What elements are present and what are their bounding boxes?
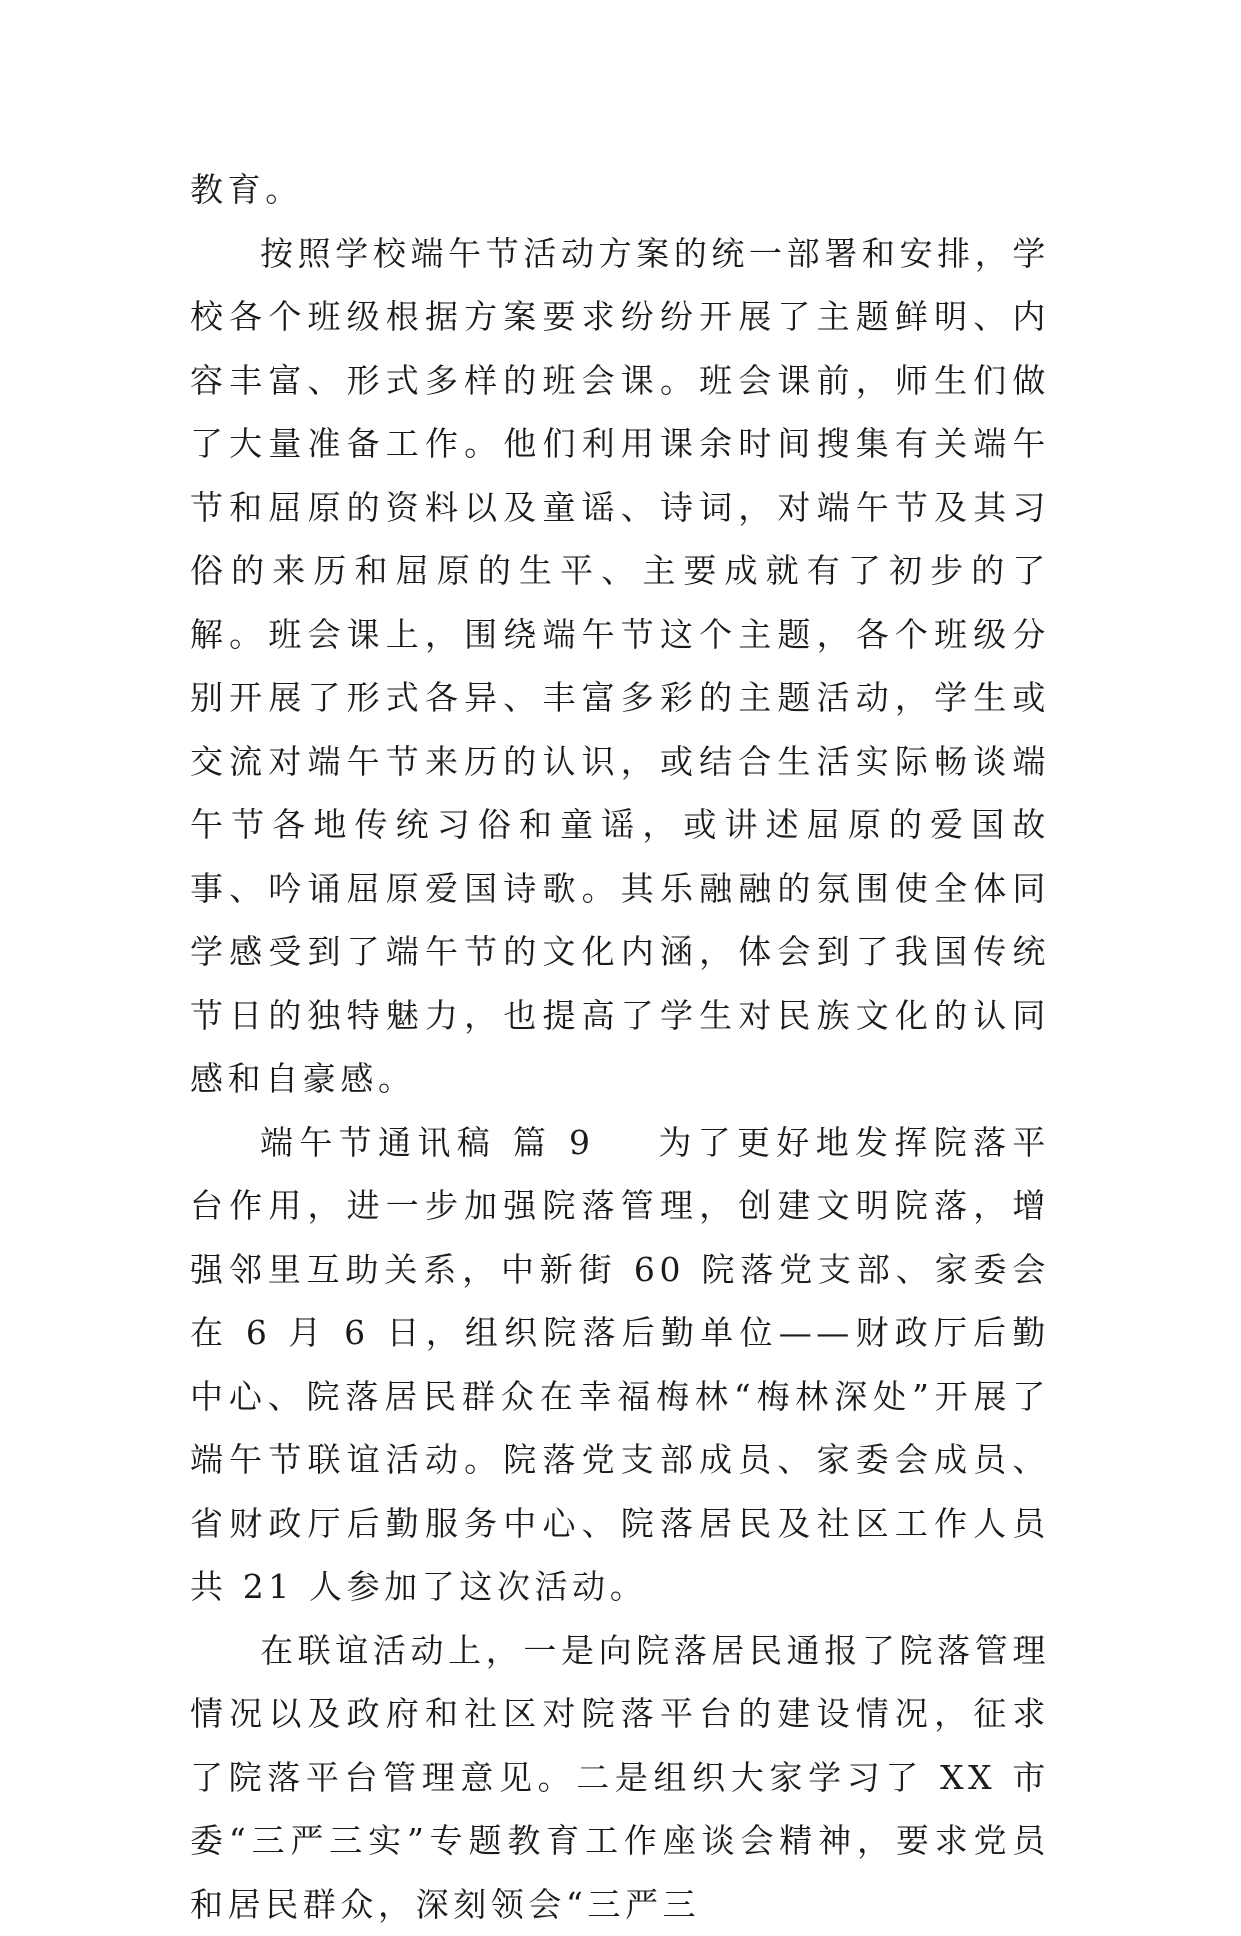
paragraph-article-9 [190,1111,1050,1619]
article-9-body: 为了更好地发挥院落平台作用，进一步加强院落管理，创建文明院落，增强邻里互助关系，中新街 60 院落党支部、家委会在 6 月 6 日，组织院落后勤单位——财政厅后勤中心、院落居民群众在幸福梅林“梅林深处”开展了端午节联谊活动。院落党支部成员、家委会成员、省财政厅后勤服务中心、院落居民及社区工作人员共 21 人参加了这次活动。 [190,1123,1050,1607]
paragraph-class-meeting: 按照学校端午节活动方案的统一部署和安排，学校各个班级根据方案要求纷纷开展了主题鲜明、内容丰富、形式多样的班会课。班会课前，师生们做了大量准备工作。他们利用课余时间搜集有关端午节和屈原的资料以及童谣、诗词，对端午节及其习俗的来历和屈原的生平、主要成就有了初步的了解。班会课上，围绕端午节这个主题，各个班级分别开展了形式各异、丰富多彩的主题活动，学生或交流对端午节来历的认识，或结合生活实际畅谈端午节各地传统习俗和童谣，或讲述屈原的爱国故事、吟诵屈原爱国诗歌。其乐融融的氛围使全体同学感受到了端午节的文化内涵，体会到了我国传统节日的独特魅力，也提高了学生对民族文化的认同感和自豪感。 [190,222,1050,1111]
paragraph-activity-content: 在联谊活动上，一是向院落居民通报了院落管理情况以及政府和社区对院落平台的建设情况，征求了院落平台管理意见。二是组织大家学习了 XX 市委“三严三实”专题教育工作座谈会精神，要求党员和居民群众，深刻领会“三严三 [190,1619,1050,1936]
paragraph-continuation: 教育。 [190,158,1050,222]
article-heading: 端午节通讯稿 篇 9 [260,1123,595,1162]
document-body [190,158,1050,1936]
